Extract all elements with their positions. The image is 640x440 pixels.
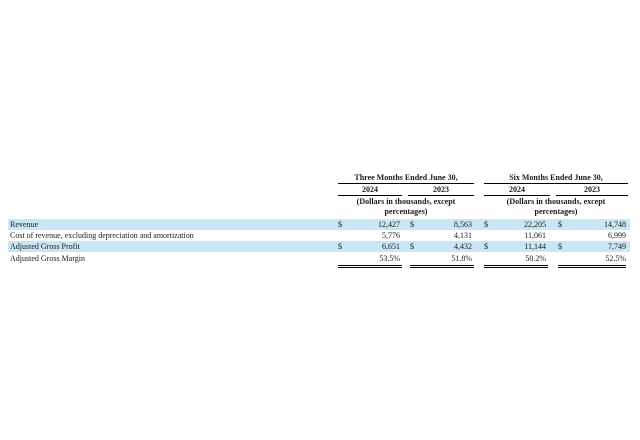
table-row-cost-of-revenue [8,230,630,241]
table-row-adjusted-gross-profit [8,241,630,252]
currency-symbol: $ [558,220,562,229]
cell-value: 53.5% [379,254,400,263]
double-underline [558,265,626,268]
double-underline [410,265,474,268]
header-year-6m-2024: 2024 [484,184,550,196]
currency-symbol: $ [484,220,488,229]
cell-value: 50.2% [525,254,546,263]
table-row-adjusted-gross-margin [8,253,630,264]
cell-value: 4,432 [454,242,472,251]
cell-value: 4,131 [410,230,472,242]
currency-symbol: $ [338,242,342,251]
cell-value: 7,749 [608,242,626,251]
table-row-revenue [8,219,630,230]
cell-value: 14,748 [604,220,626,229]
header-three-months: Three Months Ended June 30, [338,172,474,184]
double-underline [338,265,402,268]
cell-value: 51.8% [451,254,472,263]
header-year-6m-2023: 2023 [556,184,628,196]
header-year-3m-2024: 2024 [338,184,402,196]
cell-value: 6,999 [558,230,626,242]
currency-symbol: $ [338,220,342,229]
cell-value: 6,651 [382,242,400,251]
cell-value: 11,061 [484,230,546,242]
double-underline [484,265,548,268]
currency-symbol: $ [410,220,414,229]
cell-value: 8,563 [454,220,472,229]
units-note-six-months: (Dollars in thousands, except percentages) [506,197,606,216]
row-label: Adjusted Gross Margin [10,254,85,263]
cell-value: 12,427 [378,220,400,229]
currency-symbol: $ [484,242,488,251]
currency-symbol: $ [558,242,562,251]
cell-value: 52.5% [605,254,626,263]
row-label: Adjusted Gross Profit [10,242,80,251]
cell-value: 22,205 [524,220,546,229]
cell-value: 5,776 [338,230,400,242]
currency-symbol: $ [410,242,414,251]
row-label: Revenue [10,220,38,229]
cell-value: 11,144 [524,242,546,251]
row-label: Cost of revenue, excluding depreciation and amortization [10,231,194,240]
units-note-three-months: (Dollars in thousands, except percentages) [356,197,456,216]
header-year-3m-2023: 2023 [408,184,474,196]
header-six-months: Six Months Ended June 30, [484,172,628,184]
